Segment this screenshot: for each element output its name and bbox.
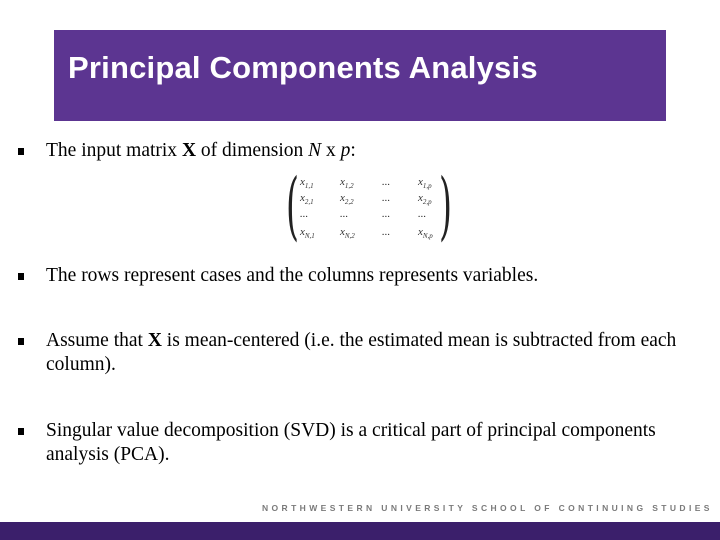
matrix-cell: ... xyxy=(382,192,391,204)
matrix-cell: $x_{2,p}$ xyxy=(418,192,432,207)
bullet-item xyxy=(18,264,708,288)
square-bullet-icon xyxy=(18,338,24,345)
slide-title: Principal Components Analysis xyxy=(68,50,538,85)
matrix-cell: $x_{1,2}$ xyxy=(340,176,354,191)
bullet-item xyxy=(18,139,708,163)
matrix-cell: ... xyxy=(382,176,391,188)
square-bullet-icon xyxy=(18,148,24,155)
matrix-cell: $x_{2,2}$ xyxy=(340,192,354,207)
matrix-cell: $x_{1,p}$ xyxy=(418,176,432,191)
matrix-cell: ... xyxy=(382,226,391,238)
bullet-text: The rows represent cases and the columns represents variables. xyxy=(46,265,539,286)
matrix-cell: ... xyxy=(418,208,427,220)
bullet-text: The input matrix X of dimension N x p: xyxy=(46,140,356,161)
matrix-cell: $x_{N,2}$ xyxy=(340,226,355,241)
matrix-cell: $x_{2,1}$ xyxy=(300,192,314,207)
matrix-cell: $x_{1,1}$ xyxy=(300,176,314,191)
footer-bar xyxy=(0,522,720,540)
bullet-item xyxy=(18,329,708,377)
matrix-cell: $x_{N,p}$ xyxy=(418,226,433,241)
matrix-cell: $x_{N,1}$ xyxy=(300,226,315,241)
square-bullet-icon xyxy=(18,273,24,280)
matrix-figure xyxy=(285,163,453,249)
footer-institution: NORTHWESTERN UNIVERSITY SCHOOL OF CONTINUING STUDIES xyxy=(262,503,713,513)
right-paren: ) xyxy=(439,163,453,249)
title-bar xyxy=(54,30,666,121)
matrix-cell: ... xyxy=(340,208,349,220)
square-bullet-icon xyxy=(18,428,24,435)
matrix-cell: ... xyxy=(382,208,391,220)
bullet-item xyxy=(18,419,708,467)
bullet-text: Assume that X is mean-centered (i.e. the estimated mean is subtracted from each column). xyxy=(46,330,677,375)
matrix-cell: ... xyxy=(300,208,309,220)
left-paren: ( xyxy=(285,163,299,249)
bullet-text: Singular value decomposition (SVD) is a critical part of principal components analysis (PCA). xyxy=(46,420,656,465)
